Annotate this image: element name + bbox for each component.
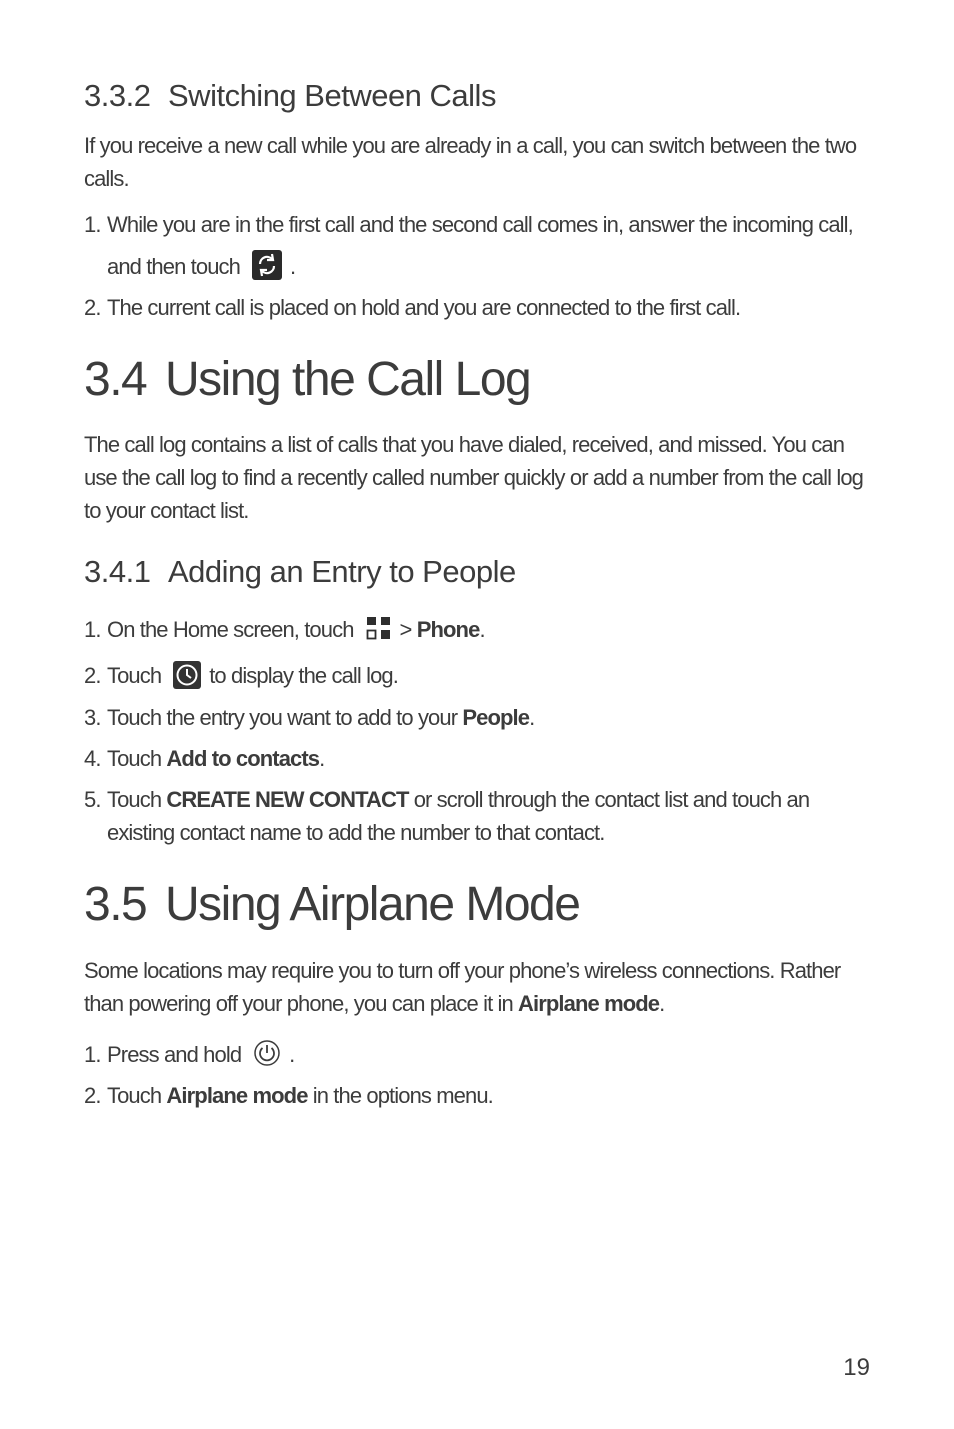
list-text-bold: CREATE NEW CONTACT <box>166 787 409 812</box>
list-text-end: . <box>319 746 325 771</box>
list-number: 2. <box>84 295 101 320</box>
list-item-people-3 <box>84 701 874 734</box>
list-text: The current call is placed on hold and you are connected to the first call. <box>107 295 741 320</box>
apps-grid-icon <box>366 615 392 641</box>
list-number: 1. <box>84 617 101 642</box>
list-number: 2. <box>84 663 101 688</box>
clock-icon <box>173 661 201 689</box>
section-title: Adding an Entry to People <box>168 554 516 589</box>
section-heading-3-4-1 <box>84 554 516 590</box>
list-item-people-1 <box>84 613 874 646</box>
list-text: Touch <box>107 746 167 771</box>
list-text-end: . <box>479 617 485 642</box>
list-text: On the Home screen, touch <box>107 617 354 642</box>
section-number: 3.3.2 <box>84 78 151 113</box>
section-heading-3-3-2 <box>84 78 496 114</box>
paragraph-text-bold: Airplane mode <box>518 991 660 1016</box>
list-text: or scroll through the contact list and touch an existing contact name to add the number to that contact. <box>107 787 810 845</box>
list-item-people-4 <box>84 742 874 775</box>
list-text: > <box>399 617 417 642</box>
list-number: 4. <box>84 746 101 771</box>
list-number: 5. <box>84 787 101 812</box>
list-text: Touch the entry you want to add to your <box>107 705 463 730</box>
list-item-switch-2 <box>84 291 874 324</box>
list-item-switch-1 <box>84 204 874 288</box>
power-button-icon <box>253 1039 281 1067</box>
section-number: 3.4.1 <box>84 554 151 589</box>
list-text-bold: People <box>462 705 530 730</box>
list-text-end: . <box>289 254 296 279</box>
list-text: Touch <box>107 787 167 812</box>
section-number: 3.5 <box>84 878 147 931</box>
paragraph-text: Some locations may require you to turn off your phone’s wireless connections. Rather than powering off your phone, you can place it in <box>84 958 841 1016</box>
section-heading-3-5 <box>84 877 579 932</box>
list-item-airplane-1 <box>84 1038 874 1071</box>
list-text: Press and hold <box>107 1042 242 1067</box>
list-text-end: . <box>289 1042 295 1067</box>
list-text: Touch <box>107 1083 167 1108</box>
section-heading-3-4 <box>84 352 530 407</box>
list-item-people-2 <box>84 659 874 692</box>
page-number: 19 <box>843 1354 870 1381</box>
list-number: 1. <box>84 212 101 237</box>
paragraph-text-end: . <box>659 991 665 1016</box>
list-item-airplane-2 <box>84 1079 874 1112</box>
list-number: 1. <box>84 1042 101 1067</box>
section-title: Switching Between Calls <box>168 78 496 113</box>
list-text-bold: Phone <box>416 617 480 642</box>
list-text-end: . <box>529 705 535 730</box>
list-text: Touch <box>107 663 162 688</box>
switch-calls-icon <box>252 250 282 280</box>
paragraph-call-log-intro: The call log contains a list of calls that you have dialed, received, and missed. You can use the call log to find a recently called number quickly or add a number from the call log to your contact list. <box>84 432 864 523</box>
list-number: 3. <box>84 705 101 730</box>
section-title: Using Airplane Mode <box>165 878 580 931</box>
section-number: 3.4 <box>84 353 147 406</box>
list-text-bold: Add to contacts <box>166 746 320 771</box>
list-text-bold: Airplane mode <box>166 1083 308 1108</box>
paragraph-airplane-intro <box>84 954 874 1020</box>
list-text: to display the call log. <box>209 663 398 688</box>
paragraph-switch-intro: If you receive a new call while you are already in a call, you can switch between the two calls. <box>84 133 857 191</box>
list-text: While you are in the first call and the second call comes in, answer the incoming call, and then touch <box>107 212 853 279</box>
list-item-people-5 <box>84 783 874 849</box>
list-text: in the options menu. <box>307 1083 493 1108</box>
list-number: 2. <box>84 1083 101 1108</box>
section-title: Using the Call Log <box>165 353 531 406</box>
